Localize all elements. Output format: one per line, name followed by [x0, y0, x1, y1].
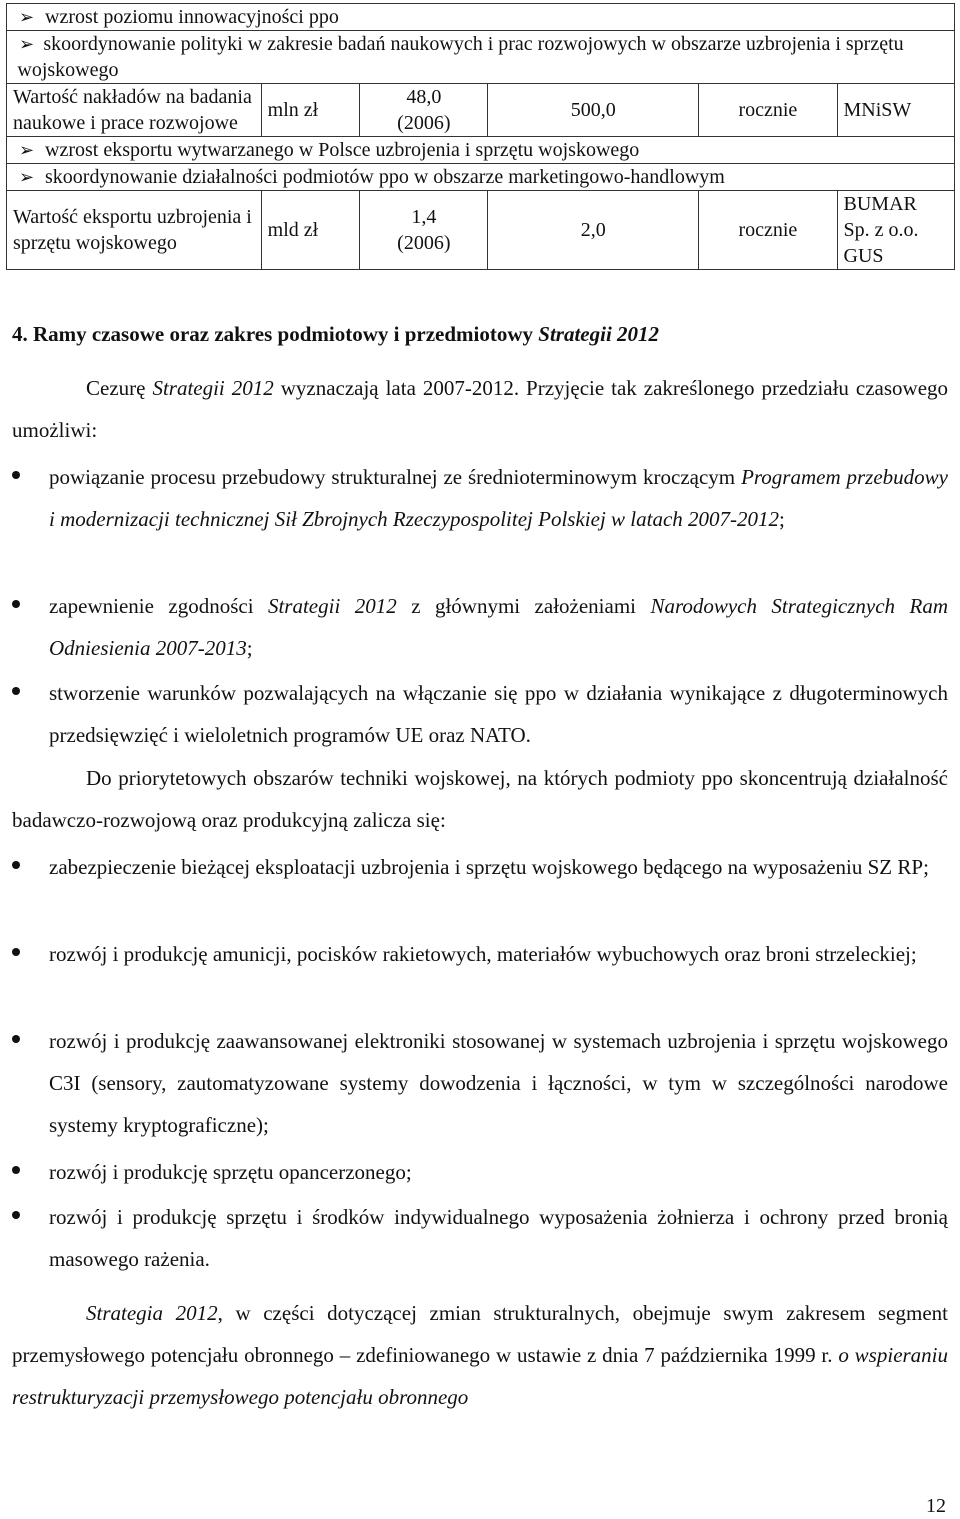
table-row — [7, 31, 955, 84]
bullet-dot-icon — [12, 861, 20, 869]
goal-text: skoordynowanie polityki w zakresie badań naukowych i prac rozwojowych w obszarze uzbrojenia i sprzętu wojskowego — [17, 33, 904, 81]
bullet-dot-icon — [12, 687, 20, 695]
source-line: GUS — [843, 245, 884, 267]
table-row — [7, 137, 955, 164]
goal-text: wzrost poziomu innowacyjności ppo — [45, 6, 339, 28]
paragraph: Do priorytetowych obszarów techniki wojskowej, na których podmioty ppo skoncentrują działalność badawczo-rozwojową oraz produkcyjną zalicza się: — [12, 766, 948, 832]
page-number: 12 — [926, 1495, 946, 1517]
indicator-target: 2,0 — [488, 191, 699, 270]
bullet-dot-icon — [12, 948, 20, 956]
arrow-bullet-icon: ➢ — [19, 167, 35, 187]
indicator-unit: mld zł — [261, 191, 360, 270]
list-item: rozwój i produkcję amunicji, pocisków rakietowych, materiałów wybuchowych oraz broni strzeleckiej; — [12, 933, 948, 975]
list-item: stworzenie warunków pozwalających na włączanie się ppo w działania wynikające z długoterminowych przedsięwzięć i wieloletnich programów UE oraz NATO. — [12, 672, 948, 756]
indicator-baseline — [360, 191, 488, 270]
indicator-baseline — [360, 84, 488, 137]
arrow-bullet-icon: ➢ — [19, 34, 35, 54]
indicator-frequency: rocznie — [699, 84, 837, 137]
indicator-source: MNiSW — [837, 84, 955, 137]
arrow-bullet-icon: ➢ — [19, 140, 35, 160]
indicators-table — [6, 3, 955, 270]
arrow-bullet-icon: ➢ — [19, 7, 35, 27]
paragraph: Cezurę Strategii 2012 wyznaczają lata 2007-2012. Przyjęcie tak zakreślonego przedziału czasowego umożliwi: — [12, 376, 949, 442]
source-line: Sp. z o.o. — [843, 219, 919, 241]
list-item: powiązanie procesu przebudowy strukturalnej ze średnioterminowym kroczącym Programem przebudowy i modernizacji technicznej Sił Zbrojnych Rzeczypospolitej Polskiej w latach 2007-2012; — [12, 456, 948, 540]
goal-text: skoordynowanie działalności podmiotów ppo w obszarze marketingowo-handlowym — [45, 166, 725, 188]
goal-text: wzrost eksportu wytwarzanego w Polsce uzbrojenia i sprzętu wojskowego — [45, 139, 640, 161]
bullet-dot-icon — [12, 600, 20, 608]
indicator-name: Wartość eksportu uzbrojenia i sprzętu wojskowego — [7, 191, 262, 270]
bullet-dot-icon — [12, 471, 20, 479]
table-row — [7, 164, 955, 191]
baseline-value: 48,0 — [406, 86, 442, 108]
indicator-name: Wartość nakładów na badania naukowe i prace rozwojowe — [7, 84, 262, 137]
baseline-year: (2006) — [397, 112, 451, 134]
bullet-dot-icon — [12, 1211, 20, 1219]
indicator-unit: mln zł — [261, 84, 360, 137]
source-line: BUMAR — [843, 193, 917, 215]
section-heading: 4. Ramy czasowe oraz zakres podmiotowy i przedmiotowy Strategii 2012 — [12, 322, 660, 346]
bullet-dot-icon — [12, 1035, 20, 1043]
list-item: rozwój i produkcję zaawansowanej elektroniki stosowanej w systemach uzbrojenia i sprzętu wojskowego C3I (sensory, zautomatyzowane systemy dowodzenia i łączności, w tym w szczególności narodowe systemy kryptograficzne); — [12, 1020, 948, 1146]
indicator-frequency: rocznie — [699, 191, 837, 270]
list-item: rozwój i produkcję sprzętu opancerzonego; — [12, 1151, 948, 1193]
baseline-year: (2006) — [397, 232, 451, 254]
list-item: zabezpieczenie bieżącej eksploatacji uzbrojenia i sprzętu wojskowego będącego na wyposażeniu SZ RP; — [12, 846, 948, 888]
paragraph: Strategia 2012, w części dotyczącej zmian strukturalnych, obejmuje swym zakresem segment przemysłowego potencjału obronnego – zdefiniowanego w ustawie z dnia 7 października 1999 r. o wspieraniu restrukturyzacji przemysłowego potencjału obronnego — [12, 1301, 949, 1409]
bullet-dot-icon — [12, 1166, 20, 1174]
table-row — [7, 4, 955, 31]
baseline-value: 1,4 — [411, 206, 437, 228]
indicator-source — [837, 191, 955, 270]
indicator-target: 500,0 — [488, 84, 699, 137]
list-item: rozwój i produkcję sprzętu i środków indywidualnego wyposażenia żołnierza i ochrony przed bronią masowego rażenia. — [12, 1196, 948, 1280]
list-item: zapewnienie zgodności Strategii 2012 z głównymi założeniami Narodowych Strategicznych Ram Odniesienia 2007-2013; — [12, 585, 948, 669]
